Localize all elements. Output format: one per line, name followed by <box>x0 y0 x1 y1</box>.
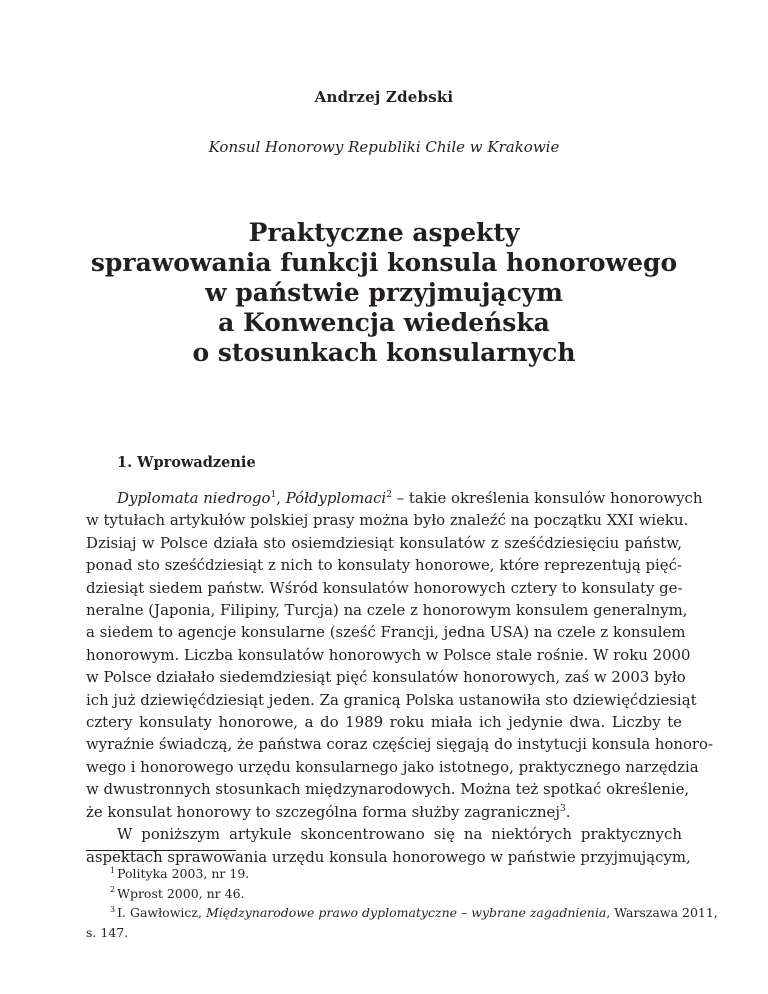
paragraph-line: Dzisiaj w Polsce działa sto osiemdziesiąt konsulatów z sześćdziesięciu państw, <box>86 533 682 552</box>
italic-term: Półdyplomaci <box>285 489 387 507</box>
footnote-ref[interactable]: 1 <box>270 490 277 501</box>
title-line: w państwie przyjmującym <box>205 278 563 307</box>
footnote-number: 1 <box>110 865 116 875</box>
paragraph-line: honorowym. Liczba konsulatów honorowych w Polsce stale rośnie. W roku 2000 <box>86 645 691 664</box>
footnote <box>86 864 682 884</box>
title-line: a Konwencja wiedeńska <box>218 308 550 337</box>
footnote <box>86 884 682 904</box>
period: . <box>565 802 571 821</box>
paragraph-line: w dwustronnych stosunkach międzynarodowych. Można też spotkać określenie, <box>86 780 690 799</box>
paragraph-line: dziesiąt siedem państw. Wśród konsulatów honorowych cztery to konsulaty ge- <box>86 578 683 597</box>
italic-term: Dyplomata niedrogo <box>117 489 271 507</box>
footnote-text: Wprost 2000, nr 46. <box>117 885 245 901</box>
footnote-number: 2 <box>110 885 116 895</box>
footnote-ref[interactable]: 2 <box>386 490 392 501</box>
paragraph-line: a siedem to agencje konsularne (sześć Francji, jedna USA) na czele z konsulem <box>86 623 686 642</box>
paragraph-line: w tytułach artykułów polskiej prasy można było znaleźć na początku XXI wieku. <box>86 511 689 530</box>
footnotes <box>86 864 718 942</box>
section-heading: 1. Wprowadzenie <box>117 454 256 471</box>
paragraph-line: w Polsce działało siedemdziesiąt pięć konsulatów honorowych, zaś w 2003 było <box>86 668 686 687</box>
author-affiliation: Konsul Honorowy Republiki Chile w Krakowie <box>208 138 560 156</box>
paragraph-line: aspektach sprawowania urzędu konsula honorowego w państwie przyjmującym, <box>86 847 691 866</box>
footnote-text: , Warszawa 2011, <box>606 905 718 920</box>
paragraph-line: W poniższym artykule skoncentrowano się na niektórych praktycznych <box>117 825 682 844</box>
paragraph-line: wego i honorowego urzędu konsularnego jako istotnego, praktycznego narzędzia <box>86 757 699 776</box>
paragraph-line: neralne (Japonia, Filipiny, Turcja) na czele z honorowym konsulem generalnym, <box>86 601 688 620</box>
body-text <box>86 487 714 868</box>
paragraph-line: ich już dziewięćdziesiąt jeden. Za granicą Polska ustanowiła sto dziewięćdziesiąt <box>86 690 697 709</box>
title-line: sprawowania funkcji konsula honorowego <box>90 248 678 277</box>
line-text: że konsulat honorowy to szczególna forma służby zagranicznej <box>86 802 560 821</box>
footnote <box>86 903 718 923</box>
paragraph-line <box>86 801 682 823</box>
paragraph-line: ponad sto sześćdziesiąt z nich to konsulaty honorowe, które reprezentują pięć- <box>86 556 682 575</box>
line-text: – takie określenia konsulów honorowych <box>391 489 703 507</box>
paragraph-line: cztery konsulaty honorowe, a do 1989 roku miała ich jedynie dwa. Liczby te <box>86 713 682 732</box>
paragraph-line <box>86 487 703 509</box>
article-title <box>60 218 708 368</box>
footnote-text: Polityka 2003, nr 19. <box>117 866 250 881</box>
title-line: Praktyczne aspekty <box>248 218 520 247</box>
footnote-divider <box>86 850 236 851</box>
separator: , <box>276 489 286 507</box>
footnote-text: I. Gawłowicz, <box>117 905 206 920</box>
author-name: Andrzej Zdebski <box>314 88 454 106</box>
footnote-ref[interactable]: 3 <box>560 803 566 814</box>
footnote-continuation: s. 147. <box>86 924 129 940</box>
paragraph-line: wyraźnie świadczą, że państwa coraz częściej sięgają do instytucji konsula honoro- <box>86 735 714 754</box>
footnote-number: 3 <box>110 904 116 914</box>
title-line: o stosunkach konsularnych <box>192 338 576 367</box>
footnote-book-title: Międzynarodowe prawo dyplomatyczne – wybrane zagadnienia <box>205 905 607 920</box>
